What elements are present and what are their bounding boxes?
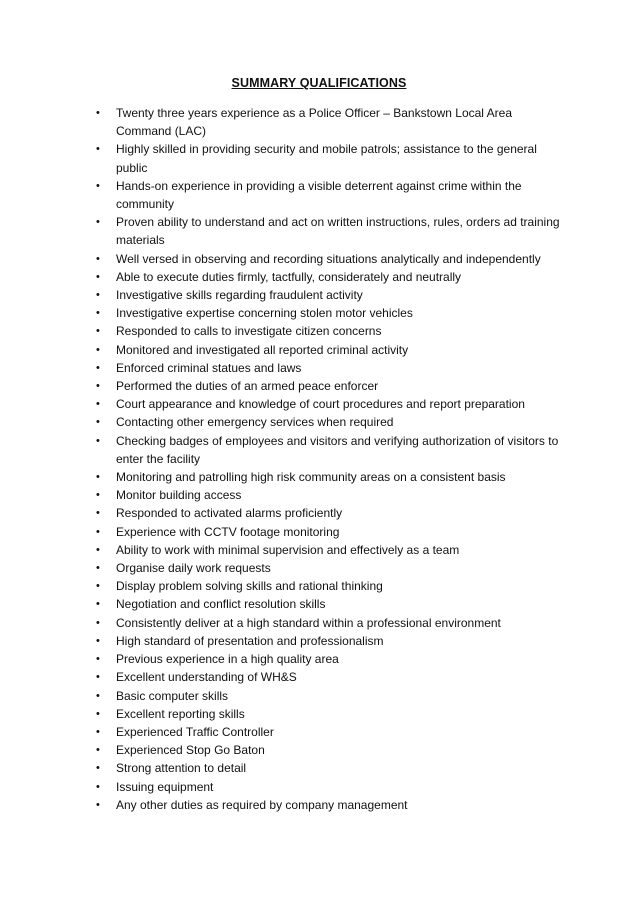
list-item-text: Well versed in observing and recording situations analytically and independently — [116, 251, 541, 266]
list-item — [93, 650, 563, 668]
list-item-text: Twenty three years experience as a Police Officer – Bankstown Local Area Command (LAC) — [116, 106, 512, 139]
list-item — [93, 304, 563, 322]
list-item-text: Basic computer skills — [116, 688, 229, 703]
bullet-icon: • — [96, 325, 100, 338]
list-item — [93, 559, 563, 577]
bullet-icon: • — [96, 598, 100, 611]
qualifications-list — [93, 104, 563, 814]
list-item — [93, 668, 563, 686]
bullet-icon: • — [96, 489, 100, 502]
list-item-text: Ability to work with minimal supervision and effectively as a team — [116, 542, 460, 557]
bullet-icon: • — [96, 307, 100, 320]
list-item — [93, 177, 563, 213]
bullet-icon: • — [96, 289, 100, 302]
list-item-text: Investigative skills regarding fraudulent activity — [116, 288, 363, 303]
list-item-text: Able to execute duties firmly, tactfully, considerately and neutrally — [116, 269, 462, 284]
list-item-text: Organise daily work requests — [116, 561, 271, 576]
list-item-text: Enforced criminal statues and laws — [116, 360, 302, 375]
bullet-icon: • — [96, 580, 100, 593]
list-item — [93, 741, 563, 759]
list-item — [93, 359, 563, 377]
list-item — [93, 632, 563, 650]
list-item-text: Display problem solving skills and rational thinking — [116, 579, 383, 594]
list-item-text: Any other duties as required by company management — [116, 797, 408, 812]
list-item-text: Negotiation and conflict resolution skills — [116, 597, 326, 612]
list-item-text: Contacting other emergency services when required — [116, 415, 394, 430]
list-item — [93, 395, 563, 413]
list-item — [93, 104, 563, 140]
list-item — [93, 286, 563, 304]
list-item-text: Consistently deliver at a high standard within a professional environment — [116, 615, 501, 630]
list-item-text: Responded to activated alarms proficiently — [116, 506, 343, 521]
list-item — [93, 377, 563, 395]
bullet-icon: • — [96, 107, 100, 119]
list-item — [93, 595, 563, 613]
list-item — [93, 759, 563, 777]
bullet-icon: • — [96, 543, 100, 556]
list-item-text: Monitored and investigated all reported criminal activity — [116, 342, 409, 357]
list-item — [93, 796, 563, 814]
list-item-text: Strong attention to detail — [116, 761, 247, 776]
bullet-icon: • — [96, 798, 100, 811]
list-item — [93, 413, 563, 431]
list-item — [93, 504, 563, 522]
bullet-icon: • — [96, 780, 100, 793]
list-item-text: Investigative expertise concerning stolen motor vehicles — [116, 306, 413, 321]
list-item-text: Experienced Traffic Controller — [116, 724, 274, 739]
list-item-text: Proven ability to understand and act on written instructions, rules, orders ad training materials — [116, 215, 560, 248]
bullet-icon: • — [96, 744, 100, 757]
list-item — [93, 140, 563, 176]
bullet-icon: • — [96, 507, 100, 520]
list-item — [93, 486, 563, 504]
bullet-icon: • — [96, 653, 100, 666]
bullet-icon: • — [96, 252, 100, 265]
bullet-icon: • — [96, 143, 100, 156]
list-item-text: Monitoring and patrolling high risk community areas on a consistent basis — [116, 470, 506, 485]
bullet-icon: • — [96, 434, 100, 447]
list-item-text: Hands-on experience in providing a visible deterrent against crime within the community — [116, 178, 522, 212]
list-item — [93, 687, 563, 705]
list-item — [93, 268, 563, 286]
list-item — [93, 523, 563, 541]
list-item-text: Checking badges of employees and visitors and verifying authorization of visitors to enter the facility — [116, 433, 559, 466]
list-item-text: Court appearance and knowledge of court procedures and report preparation — [116, 397, 525, 412]
bullet-icon: • — [96, 562, 100, 575]
list-item — [93, 432, 563, 468]
page-title: SUMMARY QUALIFICATIONS — [231, 76, 407, 90]
list-item-text: High standard of presentation and professionalism — [116, 633, 384, 648]
list-item-text: Responded to calls to investigate citizen concerns — [116, 324, 382, 339]
bullet-icon: • — [96, 216, 100, 229]
list-item — [93, 250, 563, 268]
list-item — [93, 541, 563, 559]
list-item-text: Excellent reporting skills — [116, 706, 245, 721]
bullet-icon: • — [96, 689, 100, 702]
list-item — [93, 577, 563, 595]
bullet-icon: • — [96, 361, 100, 374]
list-item — [93, 614, 563, 632]
list-item-text: Issuing equipment — [116, 779, 214, 794]
bullet-icon: • — [96, 398, 100, 411]
list-item-text: Experienced Stop Go Baton — [116, 743, 265, 758]
list-item — [93, 213, 563, 249]
list-item-text: Experience with CCTV footage monitoring — [116, 524, 340, 539]
bullet-icon: • — [96, 179, 100, 192]
bullet-icon: • — [96, 416, 100, 429]
list-item — [93, 705, 563, 723]
bullet-icon: • — [96, 634, 100, 647]
list-item — [93, 341, 563, 359]
list-item — [93, 322, 563, 340]
bullet-icon: • — [96, 471, 100, 484]
list-item — [93, 723, 563, 741]
bullet-icon: • — [96, 270, 100, 283]
list-item — [93, 468, 563, 486]
bullet-icon: • — [96, 380, 100, 393]
list-item-text: Highly skilled in providing security and mobile patrols; assistance to the general public — [116, 142, 537, 175]
list-item-text: Previous experience in a high quality area — [116, 652, 339, 667]
bullet-icon: • — [96, 525, 100, 538]
bullet-icon: • — [96, 343, 100, 356]
bullet-icon: • — [96, 616, 100, 629]
bullet-icon: • — [96, 671, 100, 684]
bullet-icon: • — [96, 707, 100, 720]
bullet-icon: • — [96, 725, 100, 738]
bullet-icon: • — [96, 762, 100, 775]
list-item-text: Performed the duties of an armed peace enforcer — [116, 379, 379, 394]
list-item-text: Excellent understanding of WH&S — [116, 670, 297, 685]
list-item-text: Monitor building access — [116, 488, 242, 503]
list-item — [93, 778, 563, 796]
